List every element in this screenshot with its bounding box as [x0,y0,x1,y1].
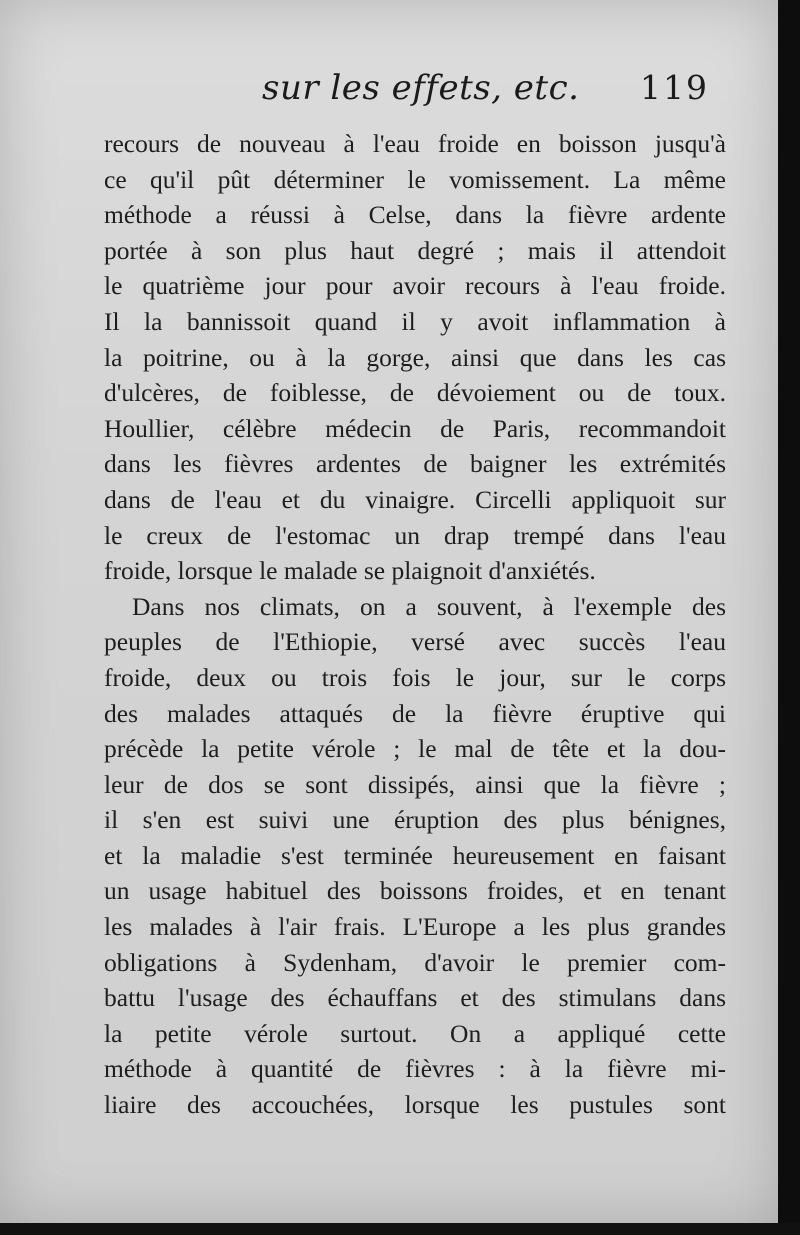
text-line: il s'en est suivi une éruption des plus bénignes, [104,805,726,835]
page-number: 119 [640,68,709,107]
paragraph-1 [104,126,726,589]
text-line: Dans nos climats, on a souvent, à l'exemple des [132,591,726,621]
scan-bottom-shadow [0,1223,800,1235]
text-line: battu l'usage des échauffans et des stimulans dans [104,983,726,1013]
text-line: froide, lorsque le malade se plaignoit d'anxiétés. [104,556,596,586]
text-line: recours de nouveau à l'eau froide en boisson jusqu'à [104,129,726,158]
scan-edge-shadow [778,0,800,1235]
text-line: méthode a réussi à Celse, dans la fièvre ardente [104,200,726,230]
text-line: le creux de l'estomac un drap trempé dans l'eau [104,520,726,550]
text-line: obligations à Sydenham, d'avoir le premier com- [104,947,726,977]
text-line: méthode à quantité de fièvres : à la fièvre mi- [104,1054,726,1084]
text-line: portée à son plus haut degré ; mais il attendoit [104,235,726,265]
text-line: liaire des accouchées, lorsque les pustules sont [104,1090,726,1120]
text-line: froide, deux ou trois fois le jour, sur le corps [104,662,726,692]
text-line: la poitrine, ou à la gorge, ainsi que dans les cas [104,342,726,372]
text-line: dans de l'eau et du vinaigre. Circelli appliquoit sur [104,484,726,514]
text-line: et la maladie s'est terminée heureusement en faisant [104,840,726,870]
text-line: les malades à l'air frais. L'Europe a les plus grandes [104,912,726,942]
text-line: Il la bannissoit quand il y avoit inflammation à [104,306,726,336]
body-text [104,126,726,1123]
paragraph-2 [104,589,726,1123]
text-line: la petite vérole surtout. On a appliqué cette [104,1018,726,1048]
text-line: ce qu'il pût déterminer le vomissement. La même [104,164,726,194]
running-title: sur les effets, etc. [262,68,580,108]
page-header [0,60,778,120]
text-line: le quatrième jour pour avoir recours à l'eau froide. [104,271,726,301]
text-line: dans les fièvres ardentes de baigner les extrémités [104,449,726,479]
text-line: leur de dos se sont dissipés, ainsi que la fièvre ; [104,769,726,799]
text-line: un usage habituel des boissons froides, et en tenant [104,876,726,906]
text-line: Houllier, célèbre médecin de Paris, recommandoit [104,413,726,443]
text-line: des malades attaqués de la fièvre éruptive qui [104,698,726,728]
text-line: précède la petite vérole ; le mal de tête et la dou- [104,734,726,764]
text-line: d'ulcères, de foiblesse, de dévoiement ou de toux. [104,378,726,408]
text-line: peuples de l'Ethiopie, versé avec succès l'eau [104,627,726,657]
